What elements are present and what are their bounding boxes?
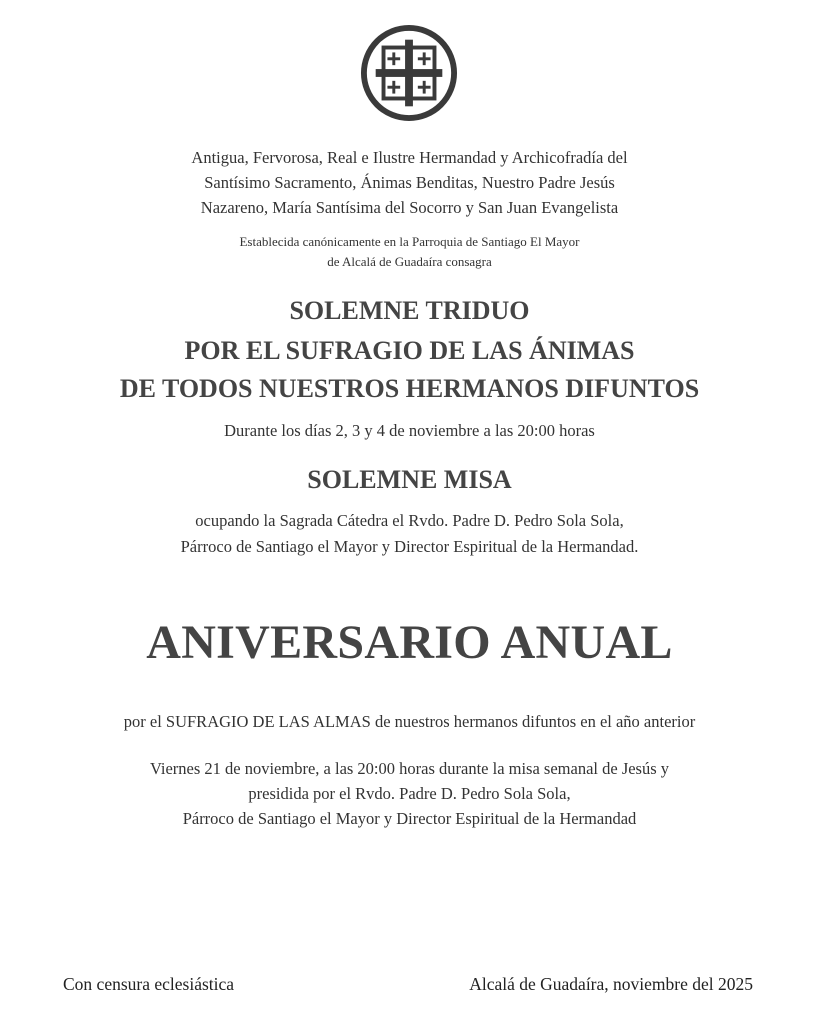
aniversario-line-2: presidida por el Rvdo. Padre D. Pedro Sola Sola,: [248, 784, 571, 803]
brotherhood-name-line-3: Nazareno, María Santísima del Socorro y San Juan Evangelista: [200, 198, 619, 217]
brotherhood-cross-emblem-icon: [360, 24, 458, 122]
triduo-title-2: POR EL SUFRAGIO DE LAS ÁNIMAS: [184, 336, 635, 365]
aniversario-title: ANIVERSARIO ANUAL: [146, 616, 673, 669]
aniversario-line-3: Párroco de Santiago el Mayor y Director Espiritual de la Hermandad: [182, 809, 637, 828]
misa-title: SOLEMNE MISA: [307, 465, 512, 494]
aniversario-line-1: Viernes 21 de noviembre, a las 20:00 horas durante la misa semanal de Jesús y: [149, 759, 670, 778]
brotherhood-name-line-1: Antigua, Fervorosa, Real e Ilustre Hermandad y Archicofradía del: [191, 148, 628, 167]
triduo-title-1: SOLEMNE TRIDUO: [289, 296, 530, 325]
footer-censure: Con censura eclesiástica: [63, 974, 235, 994]
established-line-2: de Alcalá de Guadaíra consagra: [327, 254, 492, 269]
aniversario-purpose: por el SUFRAGIO DE LAS ALMAS de nuestros hermanos difuntos en el año anterior: [123, 712, 696, 731]
misa-line-2: Párroco de Santiago el Mayor y Director Espiritual de la Hermandad.: [180, 537, 639, 556]
triduo-dates: Durante los días 2, 3 y 4 de noviembre a las 20:00 horas: [224, 421, 595, 440]
misa-line-1: ocupando la Sagrada Cátedra el Rvdo. Padre D. Pedro Sola Sola,: [195, 511, 624, 530]
triduo-title-3: DE TODOS NUESTROS HERMANOS DIFUNTOS: [119, 374, 700, 403]
established-line-1: Establecida canónicamente en la Parroquia de Santiago El Mayor: [239, 234, 580, 249]
footer-place-date: Alcalá de Guadaíra, noviembre del 2025: [469, 974, 753, 994]
brotherhood-name-line-2: Santísimo Sacramento, Ánimas Benditas, Nuestro Padre Jesús: [204, 173, 615, 192]
